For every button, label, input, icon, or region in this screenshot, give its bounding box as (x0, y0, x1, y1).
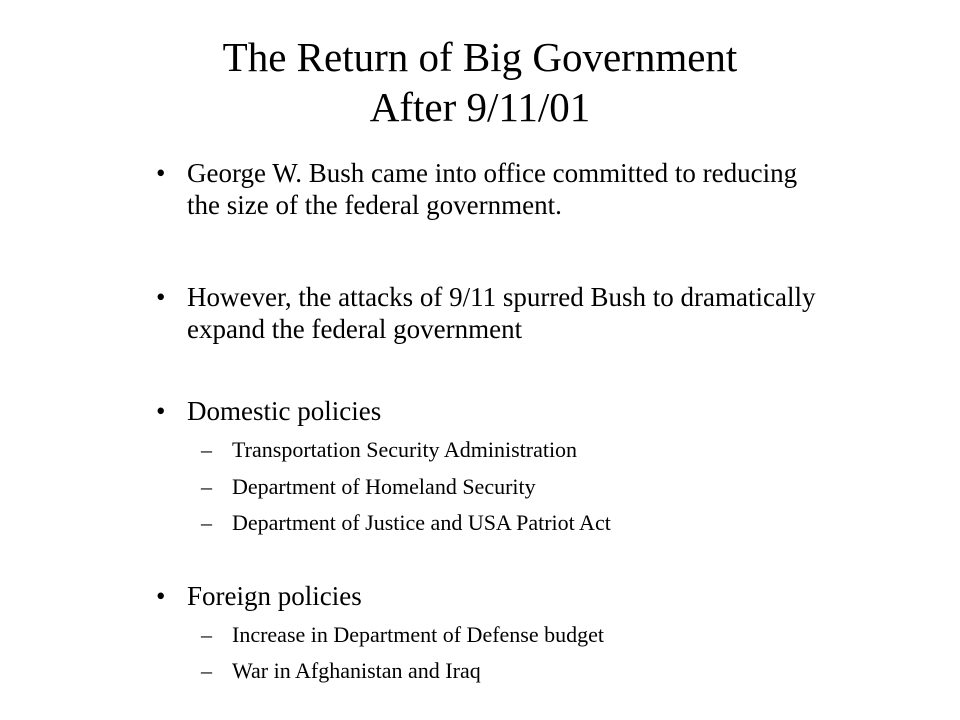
sub-bullet-marker: – (201, 437, 212, 462)
sub-bullet-marker: – (201, 474, 212, 499)
bullet-text-line: However, the attacks of 9/11 spurred Bush to dramatically (187, 282, 816, 312)
bullet-text (187, 281, 816, 345)
sub-bullet-marker: – (201, 510, 212, 535)
bullet-marker: • (156, 282, 166, 312)
bullet-marker: • (156, 581, 166, 611)
sub-bullet-text: Increase in Department of Defense budget (232, 622, 605, 647)
slide-title (0, 32, 960, 132)
sub-bullet-marker: – (201, 622, 212, 647)
sub-bullet-text: Department of Homeland Security (232, 474, 536, 499)
sub-bullet-marker: – (201, 658, 212, 683)
bullet-text-line: George W. Bush came into office committed to reducing (187, 158, 798, 188)
bullet-text (187, 157, 797, 221)
sub-bullet-text: Department of Justice and USA Patriot Act (232, 510, 611, 535)
bullet-text-line: expand the federal government (187, 314, 523, 344)
sub-bullet-text: Transportation Security Administration (232, 437, 578, 462)
slide-title-line-2: After 9/11/01 (369, 84, 591, 130)
slide-title-line-1: The Return of Big Government (222, 34, 738, 80)
bullet-text-line: the size of the federal government. (187, 190, 562, 220)
bullet-marker: • (156, 396, 166, 426)
sub-bullet-text: War in Afghanistan and Iraq (232, 658, 481, 683)
bullet-text: Foreign policies (187, 581, 362, 611)
bullet-text: Domestic policies (187, 396, 382, 426)
bullet-marker: • (156, 158, 166, 188)
